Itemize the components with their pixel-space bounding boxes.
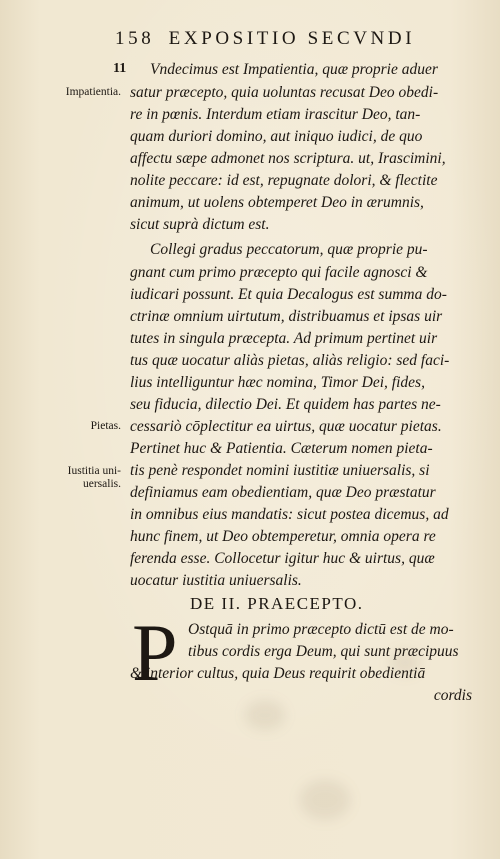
text-line: tutes in singula præcepta. Ad primum pertinet uir <box>130 330 438 347</box>
text-line: affectu sæpe admonet nos scriptura. ut, Irascimini, <box>130 150 446 167</box>
page-number: 158 <box>115 28 155 49</box>
paper-stain <box>245 700 285 730</box>
section-heading: DE II. PRAECEPTO. <box>190 594 364 613</box>
text-line: re in pœnis. Interdum etiam irascitur Deo, tan- <box>130 106 421 123</box>
text-line: lius intelliguntur hæc nomina, Timor Dei, fides, <box>130 374 425 391</box>
text-line: Collegi gradus peccatorum, quæ proprie pu- <box>150 241 428 258</box>
text-line: Pertinet huc & Patientia. Cæterum nomen pieta- <box>130 440 433 457</box>
section-number: 11 <box>113 61 127 76</box>
margin-note-impatientia: Impatientia. <box>65 86 121 98</box>
text-line: nolite peccare: id est, repugnate dolori, & flectite <box>130 172 438 189</box>
catchword: cordis <box>433 687 472 704</box>
margin-note-pietas: Pietas. <box>90 420 121 432</box>
text-line: tus quæ uocatur aliàs pietas, aliàs religio: sed faci- <box>130 352 450 369</box>
text-line: definiamus eam obedientiam, quæ Deo præstatur <box>130 484 436 501</box>
text-line: iudicari possunt. Et quia Decalogus est summa do- <box>130 286 447 303</box>
paper-stain <box>300 780 350 820</box>
text-line: ferenda esse. Collocetur igitur huc & uirtus, quæ <box>130 550 435 567</box>
text-line: & interior cultus, quia Deus requirit obedientiā <box>130 665 426 682</box>
text-line: ctrinæ omnium uirtutum, distribuamus et ipsas uir <box>130 308 443 325</box>
running-header <box>115 28 415 50</box>
text-line: sicut suprà dictum est. <box>130 216 270 233</box>
text-line: Vndecimus est Impatientia, quæ proprie aduer <box>150 61 438 78</box>
text-line: tibus cordis erga Deum, qui sunt præcipuus <box>188 643 459 660</box>
text-line: Ostquā in primo præcepto dictū est de mo- <box>188 621 454 638</box>
margin-note-line: Iustitia uni- <box>67 465 121 477</box>
text-line: tis penè respondet nomini iustitiæ uniuersalis, si <box>130 462 430 479</box>
text-line: cessariò cōplectitur ea uirtus, quæ uocatur pietas. <box>130 418 442 435</box>
running-title: EXPOSITIO SECVNDI <box>168 28 416 49</box>
text-line: in omnibus eius mandatis: sicut postea dicemus, ad <box>130 506 449 523</box>
text-line: gnant cum primo præcepto qui facile agnosci & <box>130 264 428 281</box>
text-line: seu fiducia, dilectio Dei. Et quidem has partes ne- <box>130 396 441 413</box>
text-line: animum, ut uolens obtemperet Deo in ærumnis, <box>130 194 424 211</box>
text-line: satur præcepto, quia uoluntas recusat Deo obedi- <box>130 84 439 101</box>
margin-note-iustitia <box>68 465 121 491</box>
drop-cap: P <box>132 607 178 698</box>
margin-note-line: uersalis. <box>82 478 121 490</box>
text-line: uocatur iustitia uniuersalis. <box>130 572 302 589</box>
text-line: quam duriori domino, aut iniquo iudici, de quo <box>130 128 423 145</box>
text-line: hunc finem, ut Deo obtemperetur, omnia opera re <box>130 528 436 545</box>
